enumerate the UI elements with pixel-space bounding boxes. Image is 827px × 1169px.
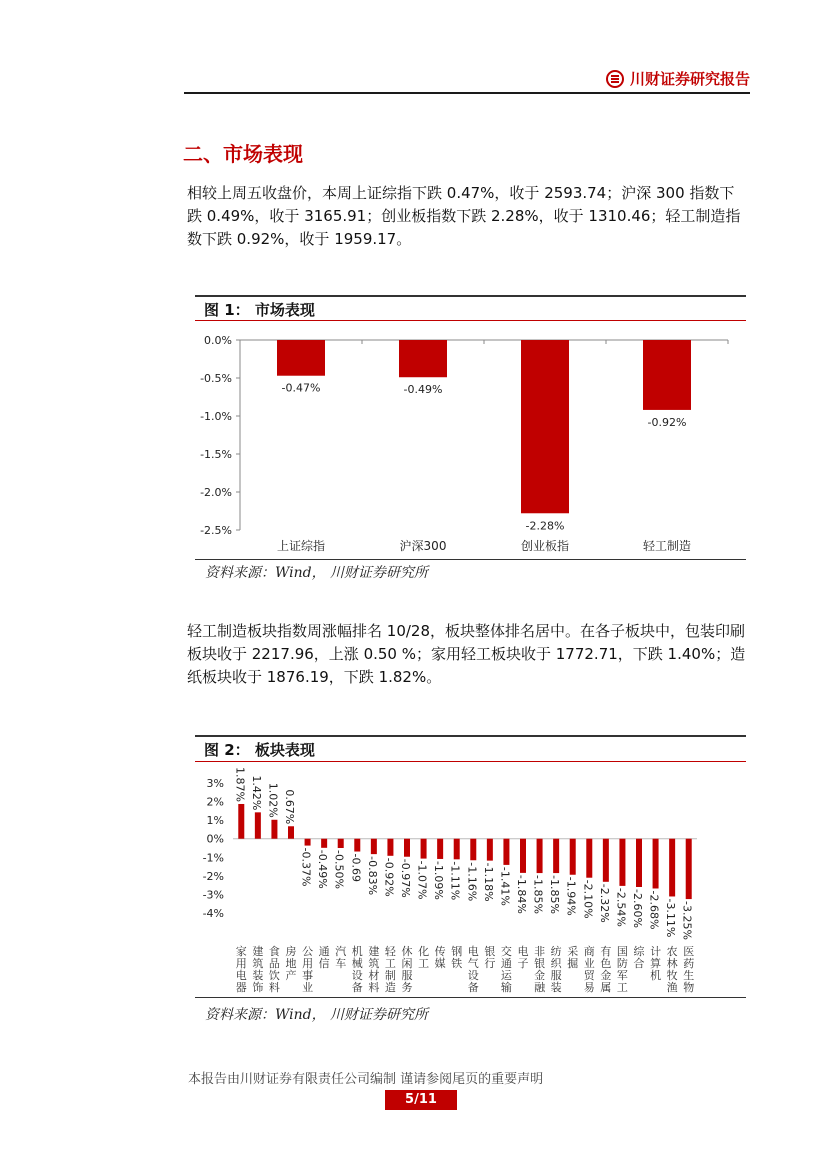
data-label: -3.11% xyxy=(664,898,678,938)
footer-disclaimer: 本报告由川财证券有限责任公司编制 谨请参阅尾页的重要声明 xyxy=(188,1072,544,1087)
data-label: -0.97% xyxy=(399,858,412,898)
data-label: -0.49% xyxy=(403,383,443,397)
category-label: 上证综指 xyxy=(276,539,326,553)
bar xyxy=(288,826,294,838)
fig2-title-rule xyxy=(195,761,746,762)
data-label: -2.54% xyxy=(614,887,628,927)
fig2-bottom-rule xyxy=(195,997,746,998)
bar xyxy=(399,340,447,377)
category-label: 建筑材料 xyxy=(368,945,380,994)
bar xyxy=(570,839,576,875)
bar xyxy=(371,839,377,854)
y-tick-label: 0.0% xyxy=(204,334,232,347)
category-label: 农林牧渔 xyxy=(666,945,678,994)
bar xyxy=(271,820,277,839)
category-label: 国防军工 xyxy=(616,945,628,994)
y-tick-label: -2% xyxy=(202,869,224,883)
data-label: -2.32% xyxy=(597,883,611,923)
page-number: 5/11 xyxy=(385,1090,457,1110)
bar xyxy=(255,812,261,838)
category-label: 电气设备 xyxy=(467,945,479,994)
data-label: -0.69 xyxy=(349,853,363,882)
bar xyxy=(520,839,526,873)
data-label: -1.18% xyxy=(481,862,495,902)
bar xyxy=(537,839,543,873)
data-label: -1.85% xyxy=(531,875,545,914)
bar xyxy=(643,340,691,410)
y-tick-label: 2% xyxy=(206,795,224,809)
y-tick-label: -2.5% xyxy=(200,524,232,537)
fig2-title: 图 2： 板块表现 xyxy=(204,741,315,759)
bar xyxy=(238,804,244,839)
bar xyxy=(354,839,360,852)
data-label: -1.41% xyxy=(498,866,512,906)
data-label: -3.25% xyxy=(680,901,694,940)
bar xyxy=(653,839,659,889)
data-label: -1.85% xyxy=(548,875,562,914)
bar xyxy=(553,839,559,873)
fig1-source: 资料来源：Wind， 川财证券研究所 xyxy=(205,565,429,581)
section-title: 二、市场表现 xyxy=(183,142,303,166)
bar xyxy=(305,839,311,846)
bar xyxy=(487,839,493,861)
data-label: -2.68% xyxy=(647,890,661,930)
bar xyxy=(503,839,509,865)
category-label: 机械设备 xyxy=(351,945,363,994)
bar xyxy=(321,839,327,848)
data-label: 0.67% xyxy=(283,789,296,825)
data-label: 1.42% xyxy=(249,775,263,811)
data-label: -0.47% xyxy=(281,381,321,395)
category-label: 公用事业 xyxy=(302,945,314,994)
category-label: 综合 xyxy=(633,945,645,970)
y-tick-label: -1% xyxy=(202,851,224,865)
bar xyxy=(338,839,344,848)
data-label: -2.10% xyxy=(581,879,595,919)
data-label: 1.02% xyxy=(266,782,280,818)
category-label: 家用电器 xyxy=(235,945,247,994)
fig1-bottom-rule xyxy=(195,559,746,560)
data-label: -0.92% xyxy=(382,857,396,897)
bar xyxy=(387,839,393,856)
category-label: 建筑装饰 xyxy=(252,945,264,994)
header-brand-text: 川财证券研究报告 xyxy=(629,70,750,88)
category-label: 电子 xyxy=(517,945,529,970)
data-label: -0.83% xyxy=(365,856,379,896)
company-logo-icon xyxy=(606,70,624,88)
category-label: 房地产 xyxy=(285,945,297,982)
report-header xyxy=(606,68,750,89)
category-label: 商业贸易 xyxy=(583,945,595,994)
y-tick-label: -2.0% xyxy=(200,486,232,499)
category-label: 创业板指 xyxy=(520,539,570,553)
fig1-top-rule xyxy=(195,295,746,297)
y-tick-label: -0.5% xyxy=(200,372,232,385)
bar xyxy=(454,839,460,860)
y-tick-label: -1.0% xyxy=(200,410,232,423)
bar xyxy=(521,340,569,513)
y-tick-label: -1.5% xyxy=(200,448,232,461)
fig2-top-rule xyxy=(195,735,746,737)
data-label: -1.84% xyxy=(515,874,528,914)
market-summary-paragraph: 相较上周五收盘价，本周上证综指下跌 0.47%，收于 2593.74；沪深 300 指数下跌 0.49%，收于 3165.91；创业板指数下跌 2.28%，收于 1310.46；轻工制造指数下跌 0.92%，收于 1959.17。 xyxy=(187,184,741,248)
bar xyxy=(277,340,325,376)
bar xyxy=(404,839,410,857)
header-divider xyxy=(184,92,750,94)
data-label: -0.92% xyxy=(647,415,687,429)
data-label: -0.49% xyxy=(316,849,330,889)
category-label: 传媒 xyxy=(434,945,446,970)
data-label: -0.50% xyxy=(332,850,346,889)
bar xyxy=(421,839,427,859)
bar xyxy=(619,839,625,886)
y-tick-label: 1% xyxy=(206,814,224,828)
category-label: 轻工制造 xyxy=(642,539,692,553)
market-performance-chart xyxy=(195,322,746,558)
category-label: 化工 xyxy=(418,945,430,970)
category-label: 汽车 xyxy=(335,945,347,970)
category-label: 沪深300 xyxy=(399,539,447,553)
data-label: -1.16% xyxy=(465,862,479,902)
y-tick-label: 3% xyxy=(206,777,224,790)
bar xyxy=(669,839,675,897)
bar xyxy=(603,839,609,882)
bar xyxy=(437,839,443,859)
category-label: 钢铁 xyxy=(451,945,463,970)
sector-summary-paragraph: 轻工制造板块指数周涨幅排名 10/28，板块整体排名居中。在各子板块中，包装印刷板块收于 2217.96，上涨 0.50 %；家用轻工板块收于 1772.71，下跌 1.40%；造纸板块收于 1876.19，下跌 1.82%。 xyxy=(187,622,746,686)
category-label: 食品饮料 xyxy=(268,945,280,994)
data-label: -1.94% xyxy=(564,876,578,916)
data-label: -1.09% xyxy=(432,860,446,900)
y-tick-label: -4% xyxy=(202,907,224,920)
y-tick-label: 0% xyxy=(206,832,224,846)
category-label: 采掘 xyxy=(567,945,579,970)
fig2-source: 资料来源：Wind， 川财证券研究所 xyxy=(205,1007,429,1023)
category-label: 通信 xyxy=(318,945,330,970)
data-label: -1.11% xyxy=(448,861,462,901)
category-label: 轻工制造 xyxy=(384,945,396,994)
category-label: 休闲服务 xyxy=(401,945,413,994)
data-label: -2.28% xyxy=(525,519,565,533)
data-label: -2.60% xyxy=(631,889,644,928)
fig1-title-rule xyxy=(195,320,746,321)
category-label: 交通运输 xyxy=(500,945,512,994)
category-label: 有色金属 xyxy=(600,945,612,994)
data-label: -1.07% xyxy=(415,860,429,900)
bar xyxy=(586,839,592,878)
category-label: 非银金融 xyxy=(534,945,546,994)
y-tick-label: -3% xyxy=(202,888,224,902)
data-label: 1.87% xyxy=(233,767,247,802)
data-label: -0.37% xyxy=(299,847,313,887)
sector-performance-chart xyxy=(195,763,746,996)
category-label: 纺织服装 xyxy=(550,945,562,994)
category-label: 银行 xyxy=(484,945,496,970)
category-label: 医药生物 xyxy=(683,945,695,994)
fig1-title: 图 1： 市场表现 xyxy=(204,301,315,319)
bar xyxy=(470,839,476,861)
bar xyxy=(636,839,642,887)
bar xyxy=(686,839,692,899)
category-label: 计算机 xyxy=(650,945,662,982)
